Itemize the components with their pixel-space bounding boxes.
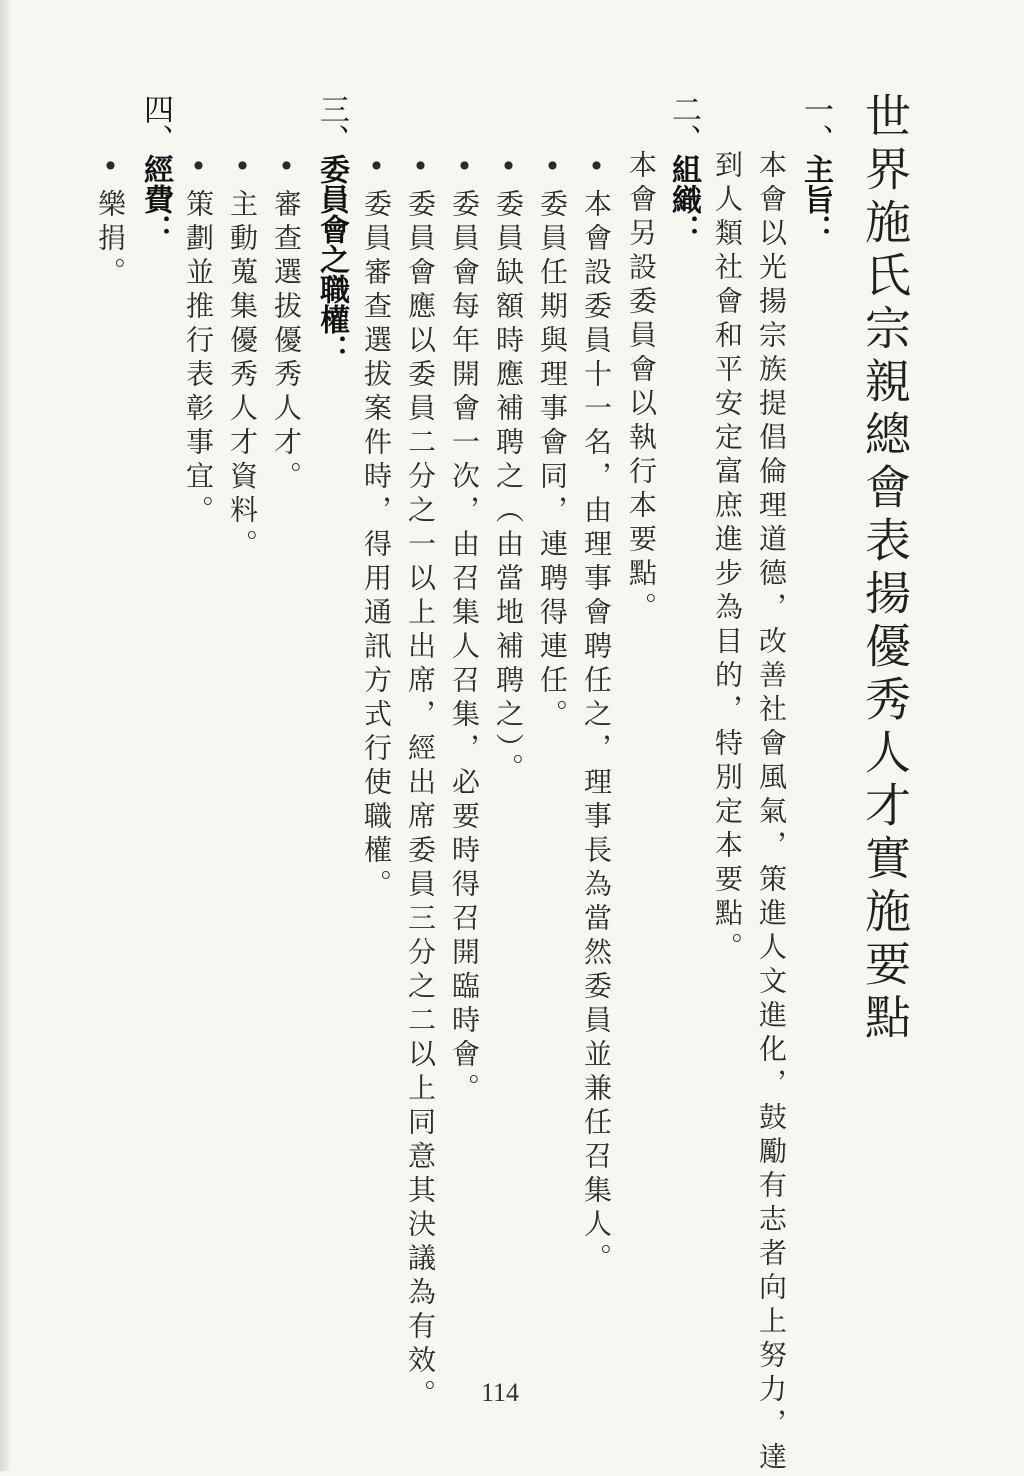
section-2-heading [666,94,701,244]
section-2-line-1: 本會另設委員會以執行本要點。 [625,150,658,626]
section-1-line-1: 本會以光揚宗族提倡倫理道德，改善社會風氣，策進人文進化，鼓勵有志者向上努力，達 [755,150,788,1476]
section-1-heading [798,94,833,244]
section-4-heading [138,94,173,244]
section-3-line-2: •主動蒐集優秀人才資料。 [226,150,259,563]
section-2-line-3: •委員任期與理事會同，連聘得連任。 [536,150,569,733]
section-2-line-4: •委員缺額時應補聘之（由當地補聘之）。 [492,150,525,787]
section-4-line-1: •樂捐。 [94,150,127,291]
section-3-heading [314,94,349,364]
section-2-line-5: •委員會每年開會一次，由召集人召集，必要時得召開臨時會。 [448,150,481,1107]
section-2-line-2: •本會設委員十一名，由理事會聘任之，理事長為當然委員並兼任召集人。 [580,150,613,1277]
page-edge-shadow [0,0,12,1471]
section-1-number: 一、 [798,94,833,154]
section-3-number: 三、 [314,94,349,154]
section-3-title: 委員會之職權： [314,154,349,364]
section-1-line-2: 到人類社會和平安定富庶進步為目的，特別定本要點。 [711,150,744,966]
section-2-title: 組織： [666,154,701,244]
section-2-number: 二、 [666,94,701,154]
section-1-title: 主旨： [798,154,833,244]
section-4-title: 經費： [138,154,173,244]
section-3-line-1: •審查選拔優秀人才。 [270,150,303,495]
section-2-line-6: •委員會應以委員二分之一以上出席，經出席委員三分之二以上同意其決議為有效。 [404,150,437,1413]
section-2-line-7: •委員審查選拔案件時，得用通訊方式行使職權。 [360,150,393,903]
section-4-number: 四、 [138,94,173,154]
section-3-line-3: •策劃並推行表彰事宜。 [182,150,215,529]
page-title: 世界施氏宗親總會表揚優秀人才實施要點 [858,92,912,1046]
page-number: 114 [480,1378,520,1407]
